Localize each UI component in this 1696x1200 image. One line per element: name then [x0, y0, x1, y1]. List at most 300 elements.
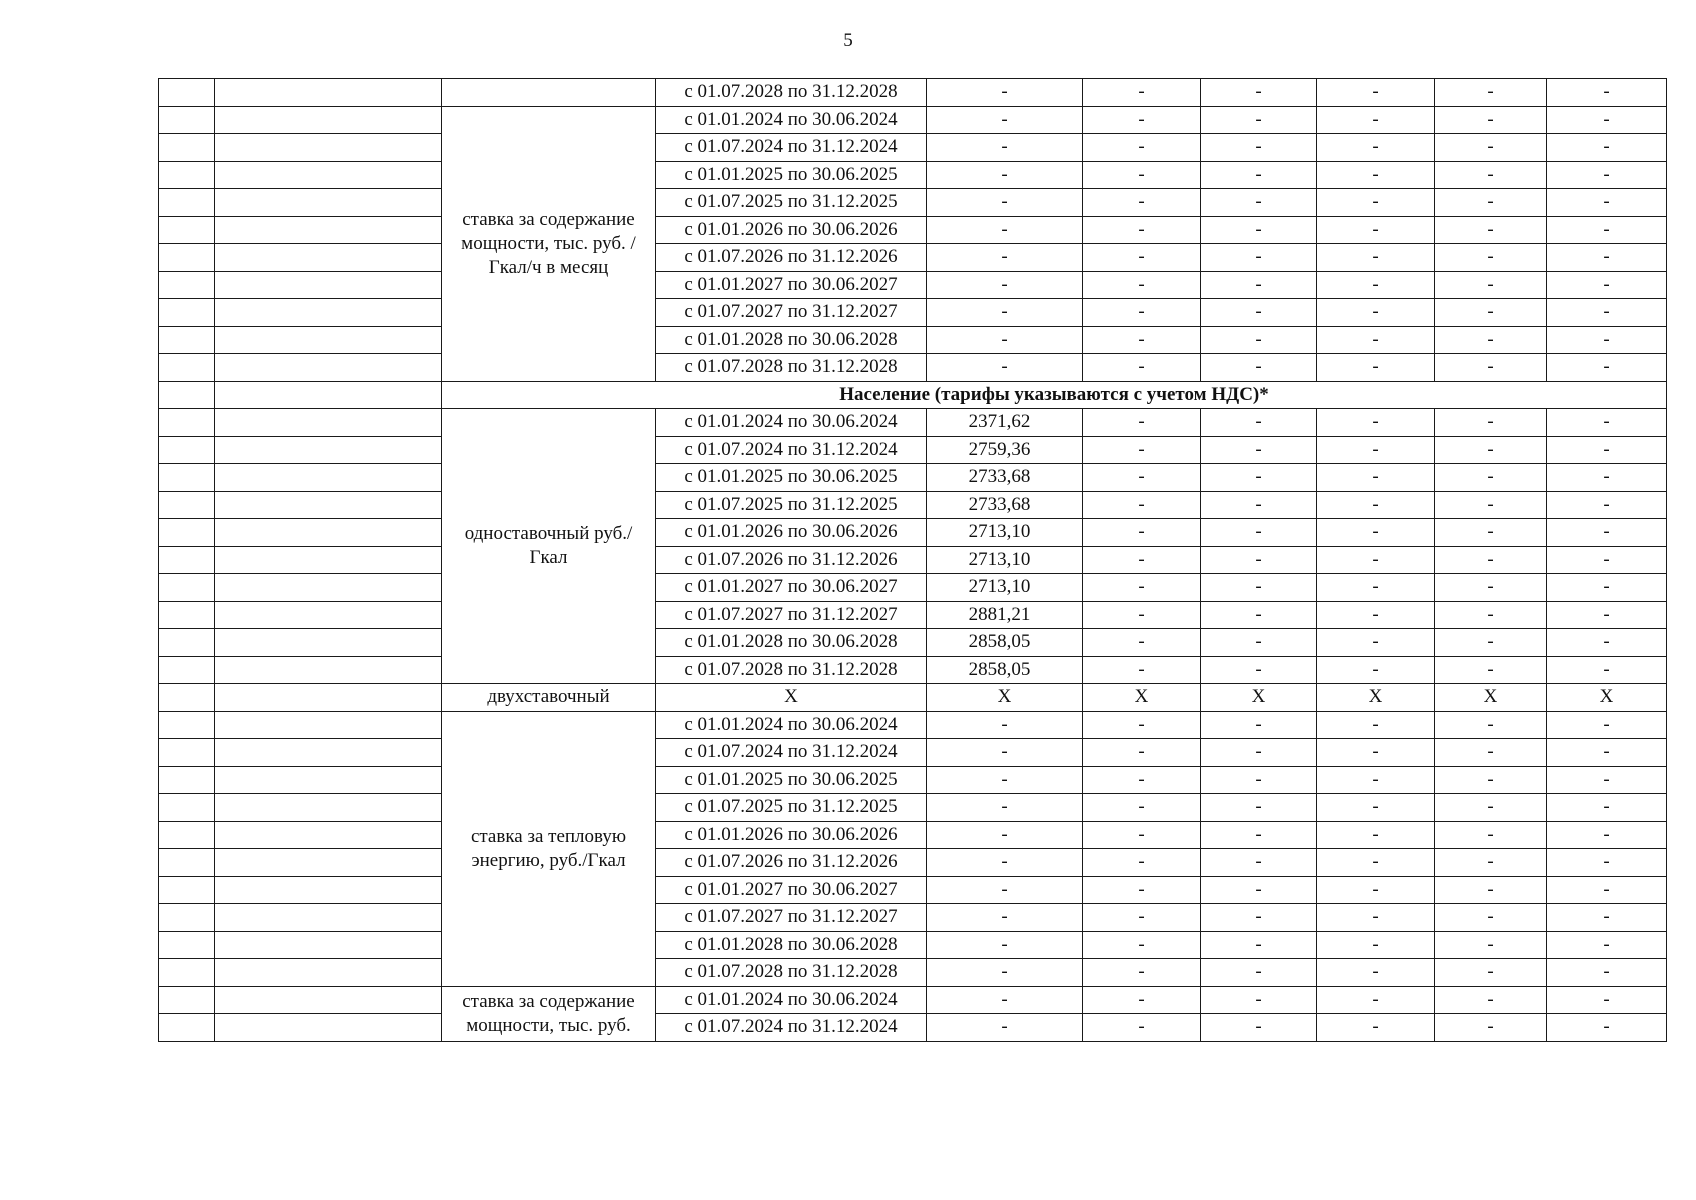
- number-cell: [159, 904, 215, 932]
- value-dash: -: [927, 739, 1083, 767]
- tariff-table-body: [159, 79, 1667, 1042]
- table-row: [159, 766, 1667, 794]
- name-cell: [215, 216, 442, 244]
- value-dash: -: [1201, 409, 1317, 437]
- value-dash: -: [1435, 189, 1547, 217]
- value-dash: -: [1547, 546, 1667, 574]
- value-dash: -: [1083, 574, 1201, 602]
- value-dash: -: [1083, 546, 1201, 574]
- period-cell: с 01.07.2024 по 31.12.2024: [656, 739, 927, 767]
- table-row: [159, 849, 1667, 877]
- name-cell: [215, 794, 442, 822]
- value-dash: -: [1317, 134, 1435, 162]
- value-dash: -: [1201, 904, 1317, 932]
- value-dash: -: [1317, 216, 1435, 244]
- name-cell: [215, 711, 442, 739]
- value-dash: -: [1201, 601, 1317, 629]
- value-dash: -: [1547, 849, 1667, 877]
- value-dash: -: [927, 354, 1083, 382]
- tariff-value: 2858,05: [927, 629, 1083, 657]
- value-dash: -: [1435, 299, 1547, 327]
- value-dash: -: [927, 931, 1083, 959]
- table-row: [159, 959, 1667, 987]
- value-dash: -: [1435, 161, 1547, 189]
- period-cell: с 01.07.2028 по 31.12.2028: [656, 79, 927, 107]
- number-cell: [159, 711, 215, 739]
- value-dash: -: [1201, 106, 1317, 134]
- name-cell: [215, 546, 442, 574]
- value-dash: -: [1547, 299, 1667, 327]
- number-cell: [159, 519, 215, 547]
- value-dash: -: [1083, 959, 1201, 987]
- period-cell: с 01.01.2026 по 30.06.2026: [656, 821, 927, 849]
- table-row: [159, 436, 1667, 464]
- name-cell: [215, 299, 442, 327]
- table-row: [159, 244, 1667, 272]
- value-dash: -: [927, 271, 1083, 299]
- value-dash: -: [1201, 959, 1317, 987]
- value-dash: -: [1083, 794, 1201, 822]
- name-cell: [215, 849, 442, 877]
- number-cell: [159, 684, 215, 712]
- table-row: [159, 821, 1667, 849]
- period-cell: с 01.07.2026 по 31.12.2026: [656, 546, 927, 574]
- value-dash: -: [1201, 519, 1317, 547]
- name-cell: [215, 161, 442, 189]
- value-dash: -: [1317, 79, 1435, 107]
- name-cell: [215, 821, 442, 849]
- value-dash: -: [1547, 739, 1667, 767]
- value-dash: -: [1317, 656, 1435, 684]
- period-cell: с 01.01.2024 по 30.06.2024: [656, 986, 927, 1014]
- period-cell: с 01.01.2025 по 30.06.2025: [656, 766, 927, 794]
- value-dash: -: [1083, 79, 1201, 107]
- value-dash: -: [1435, 491, 1547, 519]
- value-dash: -: [1547, 244, 1667, 272]
- table-row: [159, 161, 1667, 189]
- table-row: [159, 546, 1667, 574]
- value-dash: -: [927, 711, 1083, 739]
- value-dash: -: [1083, 189, 1201, 217]
- name-cell: [215, 381, 442, 409]
- value-dash: -: [1317, 546, 1435, 574]
- value-dash: -: [1083, 931, 1201, 959]
- value-dash: -: [1083, 656, 1201, 684]
- value-dash: -: [927, 1014, 1083, 1042]
- value-dash: -: [1083, 299, 1201, 327]
- value-dash: -: [1547, 656, 1667, 684]
- value-dash: -: [1201, 546, 1317, 574]
- tariff-value: 2759,36: [927, 436, 1083, 464]
- value-dash: -: [1317, 299, 1435, 327]
- name-cell: [215, 739, 442, 767]
- value-dash: -: [1435, 1014, 1547, 1042]
- name-cell: [215, 766, 442, 794]
- value-dash: -: [1547, 409, 1667, 437]
- period-cell: с 01.01.2024 по 30.06.2024: [656, 409, 927, 437]
- value-dash: -: [1201, 299, 1317, 327]
- name-cell: [215, 326, 442, 354]
- value-dash: -: [1547, 794, 1667, 822]
- period-cell: с 01.07.2027 по 31.12.2027: [656, 299, 927, 327]
- number-cell: [159, 464, 215, 492]
- number-cell: [159, 931, 215, 959]
- table-row: [159, 216, 1667, 244]
- value-dash: -: [1317, 959, 1435, 987]
- value-dash: -: [1201, 189, 1317, 217]
- number-cell: [159, 821, 215, 849]
- value-dash: -: [1547, 1014, 1667, 1042]
- name-cell: [215, 574, 442, 602]
- value-dash: -: [1201, 849, 1317, 877]
- value-dash: -: [1317, 849, 1435, 877]
- value-dash: -: [1083, 1014, 1201, 1042]
- number-cell: [159, 271, 215, 299]
- period-cell: с 01.07.2028 по 31.12.2028: [656, 959, 927, 987]
- tariff-value: 2733,68: [927, 491, 1083, 519]
- number-cell: [159, 299, 215, 327]
- number-cell: [159, 381, 215, 409]
- value-dash: -: [1083, 491, 1201, 519]
- value-dash: -: [1435, 849, 1547, 877]
- value-dash: -: [1547, 959, 1667, 987]
- value-dash: -: [1547, 601, 1667, 629]
- name-cell: [215, 986, 442, 1014]
- value-dash: -: [1435, 326, 1547, 354]
- period-cell: с 01.07.2026 по 31.12.2026: [656, 849, 927, 877]
- rate-type-label: ставка за тепловую энергию, руб./Гкал: [442, 711, 656, 986]
- rate-type-label: ставка за содержание мощности, тыс. руб.: [442, 986, 656, 1041]
- value-dash: -: [1201, 821, 1317, 849]
- table-row: [159, 876, 1667, 904]
- number-cell: [159, 409, 215, 437]
- table-row: [159, 189, 1667, 217]
- value-dash: -: [927, 299, 1083, 327]
- value-cross: X: [927, 684, 1083, 712]
- period-cell: с 01.01.2026 по 30.06.2026: [656, 216, 927, 244]
- value-dash: -: [1201, 656, 1317, 684]
- value-dash: -: [1547, 574, 1667, 602]
- value-dash: -: [1083, 711, 1201, 739]
- period-cell: с 01.07.2028 по 31.12.2028: [656, 354, 927, 382]
- value-dash: -: [927, 134, 1083, 162]
- value-dash: -: [1547, 629, 1667, 657]
- number-cell: [159, 161, 215, 189]
- value-dash: -: [1547, 711, 1667, 739]
- number-cell: [159, 216, 215, 244]
- value-cross: X: [1547, 684, 1667, 712]
- value-dash: -: [1083, 876, 1201, 904]
- value-dash: -: [927, 986, 1083, 1014]
- table-row: [159, 739, 1667, 767]
- value-dash: -: [1435, 271, 1547, 299]
- name-cell: [215, 684, 442, 712]
- value-dash: -: [1317, 464, 1435, 492]
- value-dash: -: [1547, 519, 1667, 547]
- section-title: Население (тарифы указываются с учетом НДС)*: [442, 381, 1667, 409]
- value-dash: -: [1435, 629, 1547, 657]
- value-dash: -: [1317, 409, 1435, 437]
- value-dash: -: [1435, 656, 1547, 684]
- value-dash: -: [1201, 326, 1317, 354]
- rate-type-label: одноставочный руб./Гкал: [442, 409, 656, 684]
- table-row: [159, 354, 1667, 382]
- name-cell: [215, 409, 442, 437]
- value-dash: -: [1201, 986, 1317, 1014]
- value-dash: -: [1201, 271, 1317, 299]
- period-cell: с 01.07.2027 по 31.12.2027: [656, 904, 927, 932]
- tariff-value: 2733,68: [927, 464, 1083, 492]
- value-dash: -: [1547, 491, 1667, 519]
- period-cell: с 01.07.2025 по 31.12.2025: [656, 794, 927, 822]
- value-dash: -: [1317, 519, 1435, 547]
- value-dash: -: [1083, 244, 1201, 272]
- period-cell: с 01.01.2027 по 30.06.2027: [656, 574, 927, 602]
- name-cell: [215, 876, 442, 904]
- value-dash: -: [1435, 766, 1547, 794]
- period-cell: с 01.07.2025 по 31.12.2025: [656, 189, 927, 217]
- value-dash: -: [1083, 354, 1201, 382]
- value-dash: -: [1317, 326, 1435, 354]
- table-row: [159, 574, 1667, 602]
- value-dash: -: [1547, 464, 1667, 492]
- value-dash: -: [1547, 931, 1667, 959]
- name-cell: [215, 271, 442, 299]
- value-dash: -: [1201, 134, 1317, 162]
- value-dash: -: [1435, 464, 1547, 492]
- value-dash: -: [1317, 904, 1435, 932]
- value-dash: -: [1317, 354, 1435, 382]
- value-dash: -: [1201, 216, 1317, 244]
- name-cell: [215, 931, 442, 959]
- value-dash: -: [1083, 436, 1201, 464]
- value-dash: -: [1547, 986, 1667, 1014]
- name-cell: [215, 464, 442, 492]
- number-cell: [159, 189, 215, 217]
- value-cross: X: [1317, 684, 1435, 712]
- period-cell: с 01.01.2027 по 30.06.2027: [656, 876, 927, 904]
- period-cell: с 01.07.2024 по 31.12.2024: [656, 436, 927, 464]
- name-cell: [215, 656, 442, 684]
- value-dash: -: [1317, 106, 1435, 134]
- value-dash: -: [1435, 354, 1547, 382]
- value-dash: -: [1435, 436, 1547, 464]
- value-dash: -: [1201, 876, 1317, 904]
- value-dash: -: [1317, 794, 1435, 822]
- value-dash: -: [1317, 574, 1435, 602]
- value-dash: -: [1317, 986, 1435, 1014]
- table-row: [159, 656, 1667, 684]
- value-dash: -: [1547, 161, 1667, 189]
- value-dash: -: [1547, 821, 1667, 849]
- table-row: [159, 931, 1667, 959]
- value-dash: -: [1317, 271, 1435, 299]
- number-cell: [159, 959, 215, 987]
- value-dash: -: [1083, 464, 1201, 492]
- value-dash: -: [1435, 876, 1547, 904]
- table-row: [159, 106, 1667, 134]
- period-cell: с 01.01.2028 по 30.06.2028: [656, 931, 927, 959]
- value-dash: -: [927, 106, 1083, 134]
- value-dash: -: [1083, 629, 1201, 657]
- table-row: [159, 986, 1667, 1014]
- tariff-value: 2713,10: [927, 519, 1083, 547]
- value-dash: -: [1317, 161, 1435, 189]
- value-dash: -: [1317, 629, 1435, 657]
- value-dash: -: [1547, 354, 1667, 382]
- value-dash: -: [927, 189, 1083, 217]
- value-dash: -: [1317, 491, 1435, 519]
- value-dash: -: [927, 794, 1083, 822]
- value-dash: -: [927, 161, 1083, 189]
- value-dash: -: [927, 821, 1083, 849]
- value-dash: -: [927, 79, 1083, 107]
- value-dash: -: [1547, 876, 1667, 904]
- value-dash: -: [1547, 106, 1667, 134]
- value-cross: X: [1083, 684, 1201, 712]
- rate-type-label: ставка за содержание мощности, тыс. руб. /Гкал/ч в месяц: [442, 106, 656, 381]
- number-cell: [159, 134, 215, 162]
- table-row: [159, 326, 1667, 354]
- value-dash: -: [1435, 821, 1547, 849]
- number-cell: [159, 546, 215, 574]
- name-cell: [215, 244, 442, 272]
- table-row: [159, 271, 1667, 299]
- value-dash: -: [1317, 766, 1435, 794]
- value-dash: -: [1083, 106, 1201, 134]
- period-cell: с 01.01.2028 по 30.06.2028: [656, 629, 927, 657]
- tariff-table: [158, 78, 1667, 1042]
- value-dash: -: [1083, 409, 1201, 437]
- table-row: [159, 409, 1667, 437]
- table-row: [159, 684, 1667, 712]
- number-cell: [159, 739, 215, 767]
- value-dash: -: [1435, 519, 1547, 547]
- value-dash: -: [1201, 711, 1317, 739]
- value-dash: -: [1547, 766, 1667, 794]
- value-dash: -: [1083, 519, 1201, 547]
- value-dash: -: [1201, 491, 1317, 519]
- value-dash: -: [1435, 904, 1547, 932]
- table-row: [159, 299, 1667, 327]
- number-cell: [159, 436, 215, 464]
- value-dash: -: [1435, 106, 1547, 134]
- section-row: [159, 381, 1667, 409]
- name-cell: [215, 1014, 442, 1042]
- table-row: [159, 491, 1667, 519]
- name-cell: [215, 959, 442, 987]
- tariff-value: 2713,10: [927, 574, 1083, 602]
- value-dash: -: [927, 904, 1083, 932]
- period-cell: с 01.07.2028 по 31.12.2028: [656, 656, 927, 684]
- value-dash: -: [1435, 546, 1547, 574]
- number-cell: [159, 876, 215, 904]
- value-dash: -: [927, 326, 1083, 354]
- value-dash: -: [1083, 134, 1201, 162]
- value-dash: -: [1201, 1014, 1317, 1042]
- number-cell: [159, 354, 215, 382]
- number-cell: [159, 601, 215, 629]
- name-cell: [215, 134, 442, 162]
- tariff-value: 2713,10: [927, 546, 1083, 574]
- table-row: [159, 711, 1667, 739]
- value-dash: -: [927, 766, 1083, 794]
- value-dash: -: [1083, 601, 1201, 629]
- value-dash: -: [1435, 216, 1547, 244]
- value-dash: -: [1083, 849, 1201, 877]
- value-dash: -: [927, 959, 1083, 987]
- value-dash: -: [1547, 79, 1667, 107]
- value-dash: -: [1083, 326, 1201, 354]
- value-dash: -: [1201, 79, 1317, 107]
- value-dash: -: [1317, 931, 1435, 959]
- number-cell: [159, 244, 215, 272]
- name-cell: [215, 436, 442, 464]
- value-dash: -: [1201, 244, 1317, 272]
- name-cell: [215, 904, 442, 932]
- value-dash: -: [1083, 739, 1201, 767]
- table-row: [159, 519, 1667, 547]
- value-cross: X: [1435, 684, 1547, 712]
- value-dash: -: [1201, 161, 1317, 189]
- value-dash: -: [1435, 739, 1547, 767]
- period-cell: с 01.01.2028 по 30.06.2028: [656, 326, 927, 354]
- value-dash: -: [1083, 161, 1201, 189]
- value-dash: -: [1435, 409, 1547, 437]
- value-dash: -: [1435, 134, 1547, 162]
- table-row: [159, 1014, 1667, 1042]
- value-dash: -: [1317, 1014, 1435, 1042]
- table-row: [159, 464, 1667, 492]
- value-dash: -: [1201, 464, 1317, 492]
- number-cell: [159, 1014, 215, 1042]
- value-dash: -: [927, 216, 1083, 244]
- rate-type-label: двухставочный: [442, 684, 656, 712]
- value-dash: -: [1547, 216, 1667, 244]
- table-row: [159, 601, 1667, 629]
- value-dash: -: [1083, 986, 1201, 1014]
- value-dash: -: [1435, 986, 1547, 1014]
- number-cell: [159, 849, 215, 877]
- value-dash: -: [1083, 271, 1201, 299]
- value-dash: -: [1201, 436, 1317, 464]
- number-cell: [159, 794, 215, 822]
- period-cell: с 01.07.2024 по 31.12.2024: [656, 134, 927, 162]
- table-row: [159, 904, 1667, 932]
- number-cell: [159, 656, 215, 684]
- value-dash: -: [1435, 574, 1547, 602]
- value-dash: -: [1435, 244, 1547, 272]
- period-cell: с 01.01.2024 по 30.06.2024: [656, 711, 927, 739]
- value-dash: -: [1201, 766, 1317, 794]
- value-dash: -: [1435, 959, 1547, 987]
- period-cell: с 01.01.2024 по 30.06.2024: [656, 106, 927, 134]
- value-dash: -: [1317, 436, 1435, 464]
- value-dash: -: [1547, 271, 1667, 299]
- value-dash: -: [1435, 931, 1547, 959]
- value-dash: -: [1083, 904, 1201, 932]
- number-cell: [159, 629, 215, 657]
- table-row: [159, 79, 1667, 107]
- period-cell: с 01.07.2025 по 31.12.2025: [656, 491, 927, 519]
- value-dash: -: [1547, 134, 1667, 162]
- period-cell: с 01.07.2024 по 31.12.2024: [656, 1014, 927, 1042]
- period-cell: с 01.01.2025 по 30.06.2025: [656, 161, 927, 189]
- value-dash: -: [1547, 904, 1667, 932]
- number-cell: [159, 491, 215, 519]
- table-row: [159, 794, 1667, 822]
- name-cell: [215, 629, 442, 657]
